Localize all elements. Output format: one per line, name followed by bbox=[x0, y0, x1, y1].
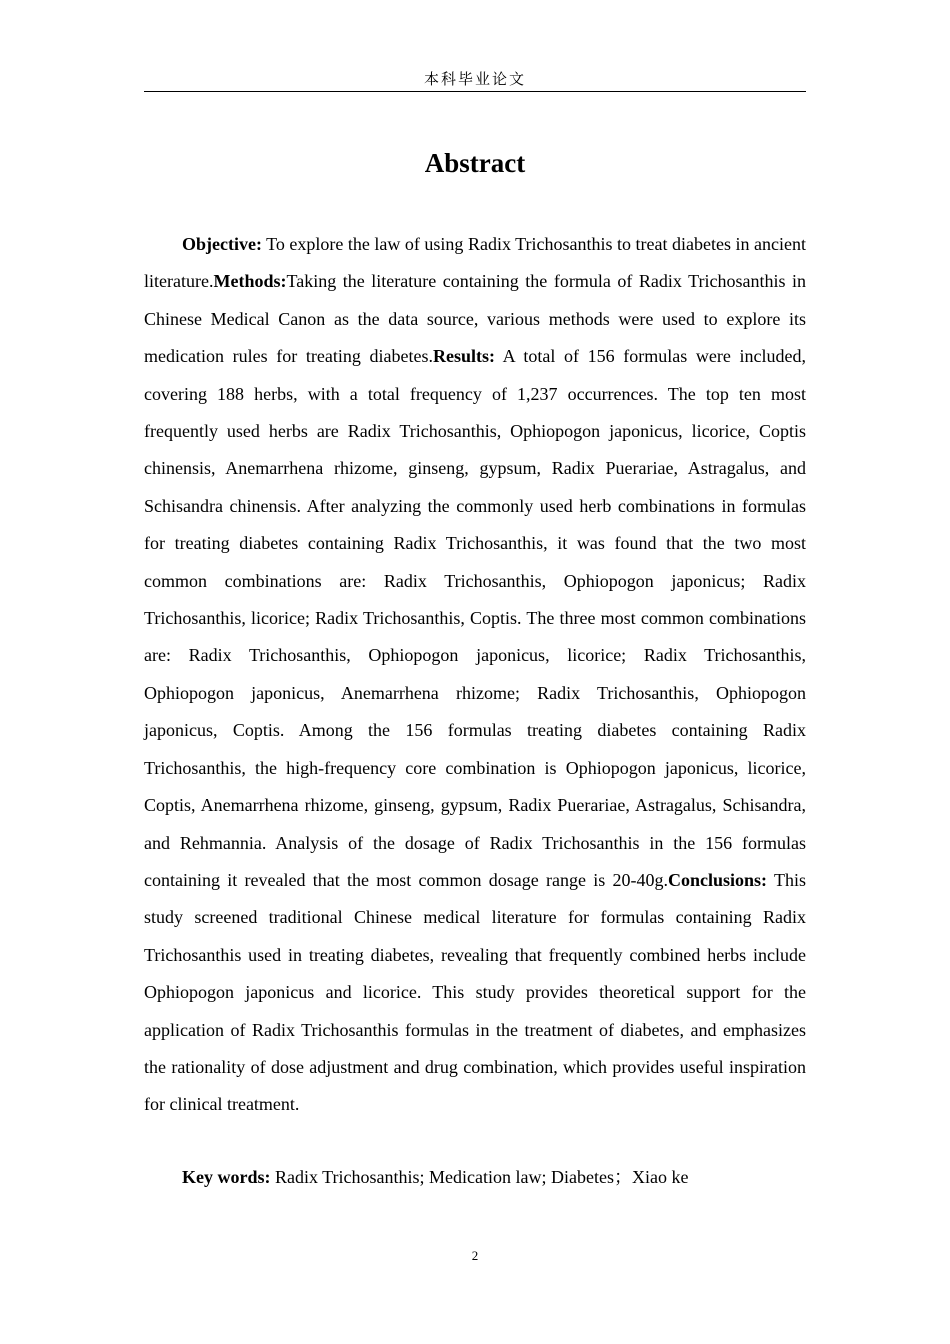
page-title: Abstract bbox=[424, 148, 526, 178]
keywords-label: Key words: bbox=[182, 1167, 271, 1187]
conclusions-text: This study screened traditional Chinese medical literature for formulas containing Radix Trichosanthis used in treating diabetes, revealing that frequently combined herbs include Ophiopogon japonicus and licorice. This study provides theoretical support for the application of Radix Trichosanthis formulas in the treatment of diabetes, and emphasizes the rationality of dose adjustment and drug combination, which provides useful inspiration for clinical treatment. bbox=[144, 869, 806, 1115]
objective-label: Objective: bbox=[182, 234, 262, 254]
objective-text: To explore the law of using Radix Trichosanthis to treat diabetes in ancient literature. bbox=[144, 234, 806, 292]
page-number: 2 bbox=[471, 1248, 479, 1263]
keywords-paragraph bbox=[144, 1160, 806, 1194]
header-rule bbox=[144, 91, 806, 92]
conclusions-label: Conclusions: bbox=[668, 869, 768, 890]
methods-text: Taking the literature containing the formula of Radix Trichosanthis in Chinese Medical Canon as the data source, various methods were used to explore its medication rules for treating diabetes. bbox=[144, 271, 806, 367]
methods-label: Methods: bbox=[213, 271, 287, 292]
keywords-text: Radix Trichosanthis; Medication law; Diabetes；Xiao ke bbox=[270, 1167, 689, 1187]
results-text: A total of 156 formulas were included, covering 188 herbs, with a total frequency of 1,237 occurrences. The top ten most frequently used herbs are Radix Trichosanthis, Ophiopogon japonicus, licorice, Coptis chinensis, Anemarrhena rhizome, ginseng, gypsum, Radix Puerariae, Astragalus, and Schisandra chinensis. After analyzing the commonly used herb combinations in formulas for treating diabetes containing Radix Trichosanthis, it was found that the two most common combinations are: Radix Trichosanthis, Ophiopogon japonicus; Radix Trichosanthis, licorice; Radix Trichosanthis, Coptis. The three most common combinations are: Radix Trichosanthis, Ophiopogon japonicus, licorice; Radix Trichosanthis, Ophiopogon japonicus, Anemarrhena rhizome; Radix Trichosanthis, Ophiopogon japonicus, Coptis. Among the 156 formulas treating diabetes containing Radix Trichosanthis, the high-frequency core combination is Ophiopogon japonicus, licorice, Coptis, Anemarrhena rhizome, ginseng, gypsum, Radix Puerariae, Astragalus, Schisandra, and Rehmannia. Analysis of the dosage of Radix Trichosanthis in the 156 formulas containing it revealed that the most common dosage range is 20-40g. bbox=[144, 346, 807, 890]
running-header: 本科毕业论文 bbox=[423, 70, 526, 88]
results-label: Results: bbox=[433, 346, 496, 367]
abstract-paragraph bbox=[144, 226, 806, 1124]
